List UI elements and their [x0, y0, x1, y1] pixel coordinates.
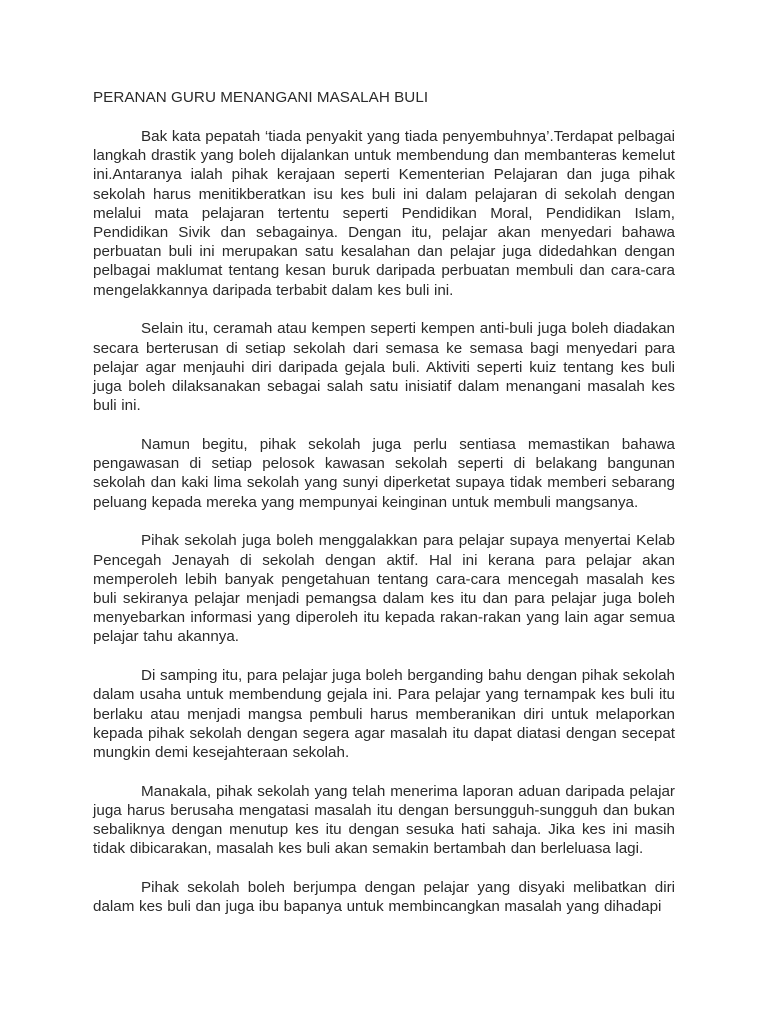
- paragraph: Bak kata pepatah ‘tiada penyakit yang tiada penyembuhnya’.Terdapat pelbagai langkah drastik yang boleh dijalankan untuk membendung dan membanteras kemelut ini.Antaranya ialah pihak kerajaan seperti Kementerian Pelajaran dan juga pihak sekolah harus menitikberatkan isu kes buli ini dalam pelajaran di sekolah dengan melalui mata pelajaran tertentu seperti Pendidikan Moral, Pendidikan Islam, Pendidikan Sivik dan sebagainya. Dengan itu, pelajar akan menyedari bahawa perbuatan buli ini merupakan satu kesalahan dan pelajar juga didedahkan dengan pelbagai maklumat tentang kesan buruk daripada perbuatan membuli dan cara-cara mengelakkannya daripada terbabit dalam kes buli ini.: [93, 128, 675, 299]
- paragraph: Di samping itu, para pelajar juga boleh berganding bahu dengan pihak sekolah dalam usaha untuk membendung gejala ini. Para pelajar yang ternampak kes buli itu berlaku atau menjadi mangsa pembuli harus memberanikan diri untuk melaporkan kepada pihak sekolah dengan segera agar masalah itu dapat diatasi dengan secepat mungkin demi kesejahteraan sekolah.: [93, 667, 675, 762]
- paragraph: Manakala, pihak sekolah yang telah menerima laporan aduan daripada pelajar juga harus berusaha mengatasi masalah itu dengan bersungguh-sungguh dan bukan sebaliknya dengan menutup kes itu dengan sesuka hati sahaja. Jika kes ini masih tidak dibicarakan, masalah kes buli akan semakin bertambah dan berleluasa lagi.: [93, 782, 675, 858]
- document-title: PERANAN GURU MENANGANI MASALAH BULI: [93, 89, 429, 106]
- paragraph: Pihak sekolah boleh berjumpa dengan pelajar yang disyaki melibatkan diri dalam kes buli dan juga ibu bapanya untuk membincangkan masalah yang dihadapi: [93, 879, 675, 916]
- paragraph: Namun begitu, pihak sekolah juga perlu sentiasa memastikan bahawa pengawasan di setiap pelosok kawasan sekolah seperti di belakang bangunan sekolah dan kaki lima sekolah yang sunyi diperketat supaya tidak memberi sebarang peluang kepada mereka yang mempunyai keinginan untuk membuli mangsanya.: [93, 436, 675, 511]
- paragraph: Selain itu, ceramah atau kempen seperti kempen anti-buli juga boleh diadakan secara berterusan di setiap sekolah dari semasa ke semasa bagi menyedari para pelajar agar menjauhi diri daripada gejala buli. Aktiviti seperti kuiz tentang kes buli juga boleh dilaksanakan sebagai salah satu inisiatif dalam menangani masalah kes buli ini.: [93, 320, 675, 415]
- paragraph: Pihak sekolah juga boleh menggalakkan para pelajar supaya menyertai Kelab Pencegah Jenayah di sekolah dengan aktif. Hal ini kerana para pelajar akan memperoleh lebih banyak pengetahuan tentang cara-cara mencegah masalah kes buli sekiranya pelajar menjadi pemangsa dalam kes itu dan para pelajar juga boleh menyebarkan informasi yang diperoleh itu kepada rakan-rakan yang lain agar semua pelajar tahu akannya.: [93, 532, 675, 646]
- document-body: [93, 127, 675, 936]
